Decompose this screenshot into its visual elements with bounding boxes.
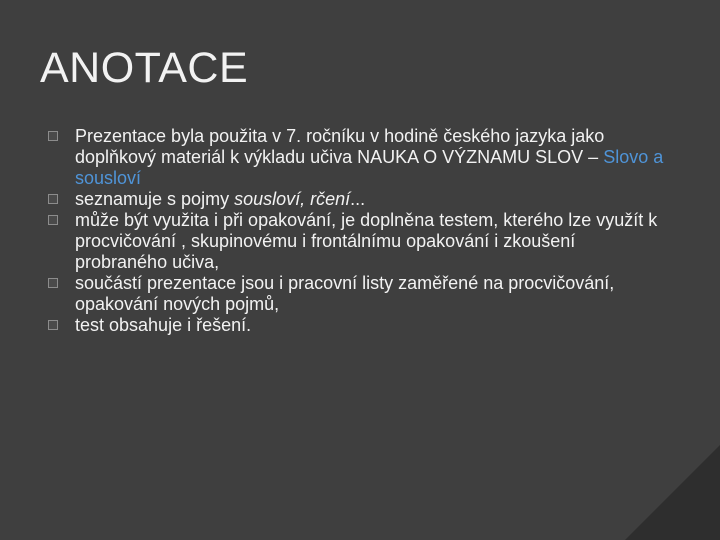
bullet-text: Prezentace byla použita v 7. ročníku v hodině českého jazyka jako doplňkový materiál k výkladu učiva NAUKA O VÝZNAMU SLOV –	[75, 126, 605, 167]
bullet-square-icon	[48, 320, 58, 330]
topic-link-text: Slovo a sousloví	[75, 147, 664, 188]
bullet-italic-text: sousloví, rčení	[234, 189, 351, 209]
slide-title: ANOTACE	[40, 44, 249, 92]
bullet-item-3	[48, 210, 668, 273]
bullet-square-icon	[48, 215, 58, 225]
bullet-item-1	[48, 126, 668, 189]
bullet-item-4	[48, 273, 668, 315]
bullet-item-2	[48, 189, 668, 210]
bullet-text: může být využita i při opakování, je doplněna testem, kterého lze využít k procvičování , skupinovému i frontálnímu opakování i zkoušení probraného učiva,	[75, 210, 658, 272]
bullet-text-ellipsis: ...	[350, 189, 366, 209]
bullet-square-icon	[48, 194, 58, 204]
slide-corner-decoration	[625, 445, 720, 540]
bullet-item-5	[48, 315, 668, 336]
bullet-square-icon	[48, 278, 58, 288]
bullet-text: seznamuje s pojmy	[75, 189, 235, 209]
bullet-text: součástí prezentace jsou i pracovní listy zaměřené na procvičování, opakování nových pojmů,	[75, 273, 615, 314]
bullet-list	[48, 126, 668, 336]
bullet-text: test obsahuje i řešení.	[75, 315, 252, 335]
bullet-square-icon	[48, 131, 58, 141]
